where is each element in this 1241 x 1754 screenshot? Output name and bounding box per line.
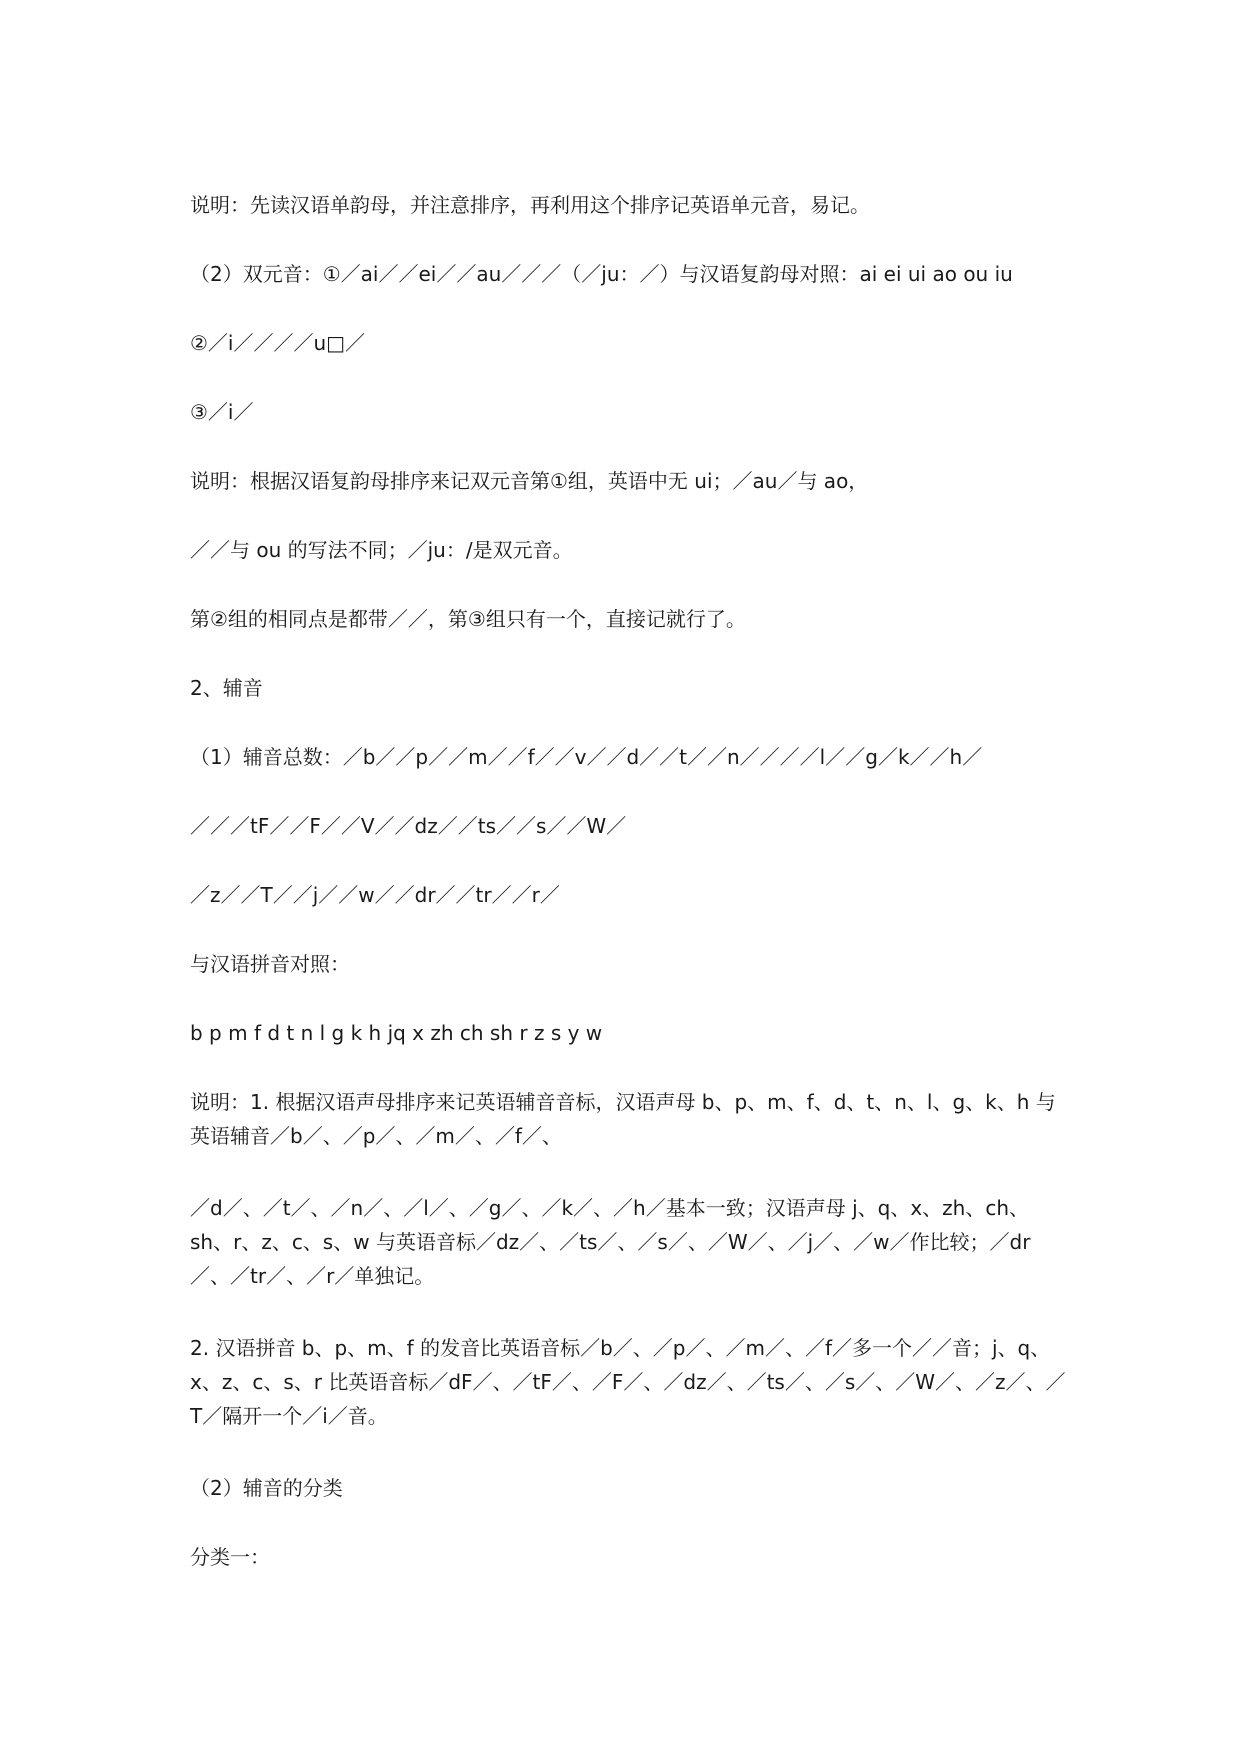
document-page <box>190 188 1070 1574</box>
paragraph-6: ／／与 ou 的写法不同；／ju：/是双元音。 <box>190 538 573 562</box>
paragraph-18: 分类一： <box>190 1545 270 1569</box>
paragraph-11: ／z／／T／／j／／w／／dr／／tr／／r／ <box>190 883 560 907</box>
paragraph-5: 说明：根据汉语复韵母排序来记双元音第①组，英语中无 ui；／au／与 ao， <box>190 469 869 493</box>
paragraph-1: 说明：先读汉语单韵母，并注意排序，再利用这个排序记英语单元音，易记。 <box>190 193 870 217</box>
paragraph-10: ／／／tF／／F／／V／／dz／／ts／／s／／W／ <box>190 814 627 838</box>
section-heading-consonants: 2、辅音 <box>190 676 263 700</box>
paragraph-3: ②／i／／／／u□／ <box>190 331 366 355</box>
paragraph-2: （2）双元音：①／ai／／ei／／au／／／（／ju：／）与汉语复韵母对照：ai ei ui ao ou iu <box>190 262 1013 286</box>
paragraph-7: 第②组的相同点是都带／／，第③组只有一个，直接记就行了。 <box>190 607 746 631</box>
paragraph-17: （2）辅音的分类 <box>190 1476 343 1500</box>
paragraph-15: ／d／、／t／、／n／、／l／、／g／、／k／、／h／基本一致；汉语声母 j、q、x、zh、ch、sh、r、z、c、s、w 与英语音标／dz／、／ts／、／s／、／W／、／j／、／w／作比较；／dr／、／tr／、／r／单独记。 <box>190 1196 1031 1288</box>
paragraph-14: 说明：1. 根据汉语声母排序来记英语辅音音标，汉语声母 b、p、m、f、d、t、n、l、g、k、h 与英语辅音／b／、／p／、／m／、／f／、 <box>190 1090 1056 1148</box>
paragraph-16: 2. 汉语拼音 b、p、m、f 的发音比英语音标／b／、／p／、／m／、／f／多一个／／音；j、q、x、z、c、s、r 比英语音标／dF／、／tF／、／F／、／dz／、／ts／、／s／、／W／、／z／、／T／隔开一个／i／音。 <box>190 1336 1066 1428</box>
paragraph-12: 与汉语拼音对照： <box>190 952 350 976</box>
paragraph-9: （1）辅音总数：／b／／p／／m／／f／／v／／d／／t／／n／／／／l／／g／k／／h／ <box>190 745 983 769</box>
paragraph-4: ③／i／ <box>190 400 254 424</box>
paragraph-13: b p m f d t n l g k h jq x zh ch sh r z s y w <box>190 1021 603 1045</box>
